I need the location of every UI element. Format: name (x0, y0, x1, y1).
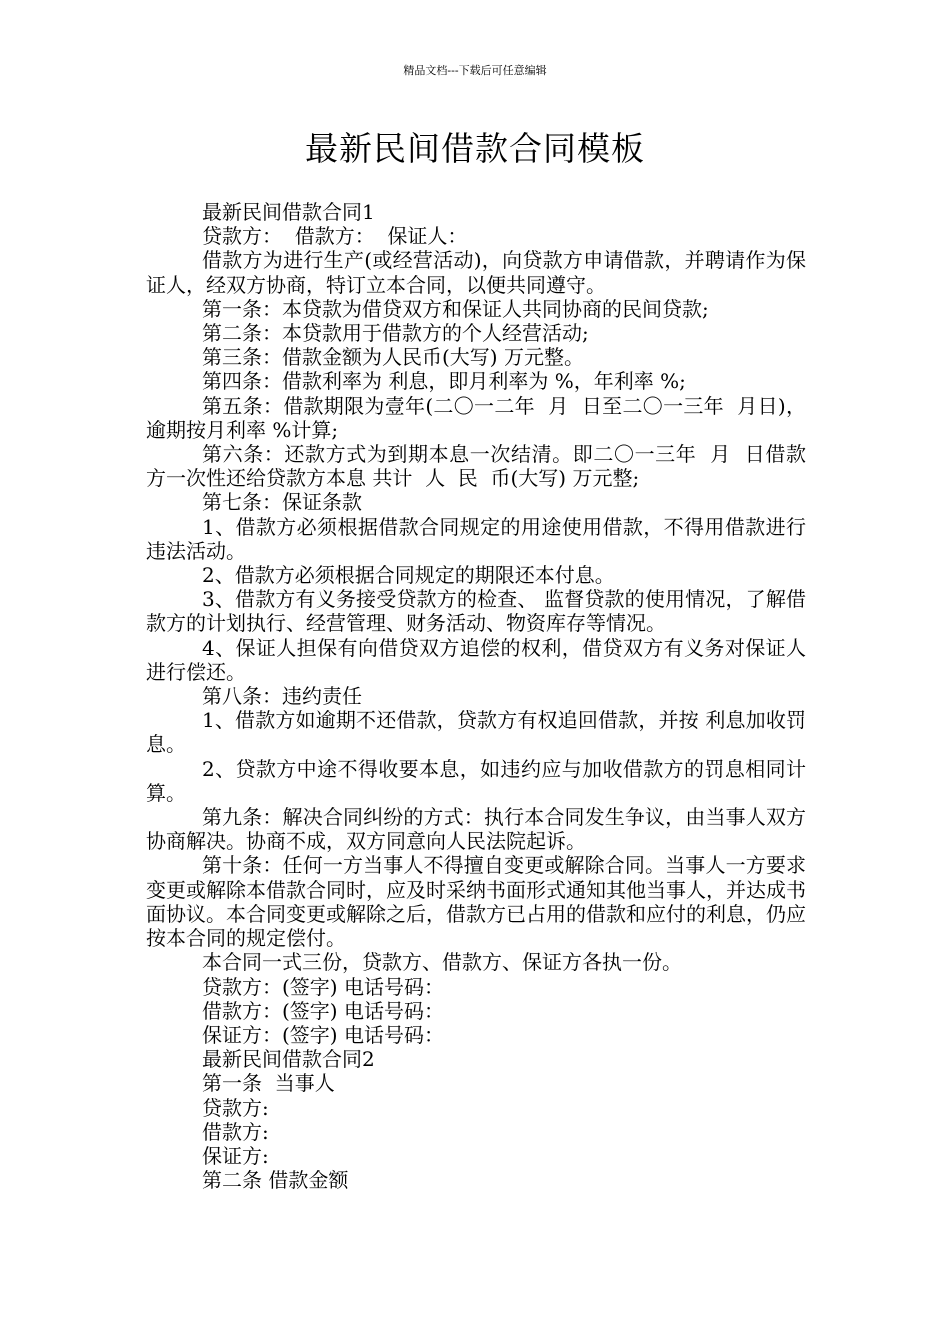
paragraph: 第八条：违约责任 (202, 684, 362, 709)
paragraph: 本合同一式三份，贷款方、借款方、保证方各执一份。 (202, 950, 682, 975)
header-note: 精品文档---下载后可任意编辑 (403, 64, 547, 77)
paragraph: 第一条：本贷款为借贷双方和保证人共同协商的民间贷款; (202, 296, 709, 321)
paragraph: 借款方为进行生产(或经营活动)，向贷款方申请借款，并聘请作为保证人，经双方协商，特订立本合同，以便共同遵守。 (146, 248, 806, 297)
paragraph: 第二条：本贷款用于借款方的个人经营活动; (202, 321, 589, 346)
paragraph: 2、贷款方中途不得收要本息，如违约应与加收借款方的罚息相同计算。 (146, 756, 806, 805)
paragraph: 2、借款方必须根据合同规定的期限还本付息。 (202, 563, 615, 588)
paragraph: 第三条：借款金额为人民币(大写) 万元整。 (202, 345, 584, 370)
paragraph: 第二条 借款金额 (202, 1168, 349, 1193)
paragraph: 保证方: (202, 1143, 269, 1168)
paragraph: 第四条：借款利率为 利息，即月利率为 %，年利率 %; (202, 369, 686, 394)
paragraph: 4、保证人担保有向借贷双方追偿的权利，借贷双方有义务对保证人进行偿还。 (146, 635, 806, 684)
paragraph: 借款方：(签字) 电话号码： (202, 998, 444, 1023)
paragraph: 最新民间借款合同1 (202, 200, 375, 224)
paragraph: 第十条：任何一方当事人不得擅自变更或解除合同。当事人一方要求变更或解除本借款合同时，应及时采纳书面形式通知其他当事人，并达成书面协议。本合同变更或解除之后，借款方已占用的借款和应付的利息，仍应按本合同的规定偿付。 (146, 853, 806, 951)
document-body (146, 200, 806, 1192)
paragraph: 最新民间借款合同2 (202, 1047, 375, 1072)
paragraph: 保证方：(签字) 电话号码： (202, 1022, 444, 1047)
paragraph: 1、借款方如逾期不还借款，贷款方有权追回借款，并按 利息加收罚息。 (146, 708, 806, 757)
paragraph: 第九条：解决合同纠纷的方式：执行本合同发生争议，由当事人双方协商解决。协商不成，双方同意向人民法院起诉。 (146, 805, 806, 854)
paragraph: 3、借款方有义务接受贷款方的检查、 监督贷款的使用情况，了解借款方的计划执行、经营管理、财务活动、物资库存等情况。 (146, 587, 806, 636)
paragraph: 第六条：还款方式为到期本息一次结清。即二〇一三年 月 日借款方一次性还给贷款方本息 共计 人 民 币(大写) 万元整; (146, 442, 806, 491)
paragraph: 贷款方：(签字) 电话号码： (202, 974, 444, 999)
paragraph: 第一条 当事人 (202, 1071, 335, 1096)
paragraph: 借款方: (202, 1119, 269, 1144)
document-title: 最新民间借款合同模板 (305, 129, 645, 168)
paragraph: 贷款方： 借款方： 保证人： (202, 224, 468, 249)
paragraph: 贷款方: (202, 1095, 269, 1120)
paragraph: 第五条：借款期限为壹年(二〇一二年 月 日至二〇一三年 月日)，逾期按月利率 %计算; (146, 393, 806, 442)
paragraph: 第七条：保证条款 (202, 490, 362, 515)
paragraph: 1、借款方必须根据借款合同规定的用途使用借款，不得用借款进行违法活动。 (146, 514, 806, 563)
